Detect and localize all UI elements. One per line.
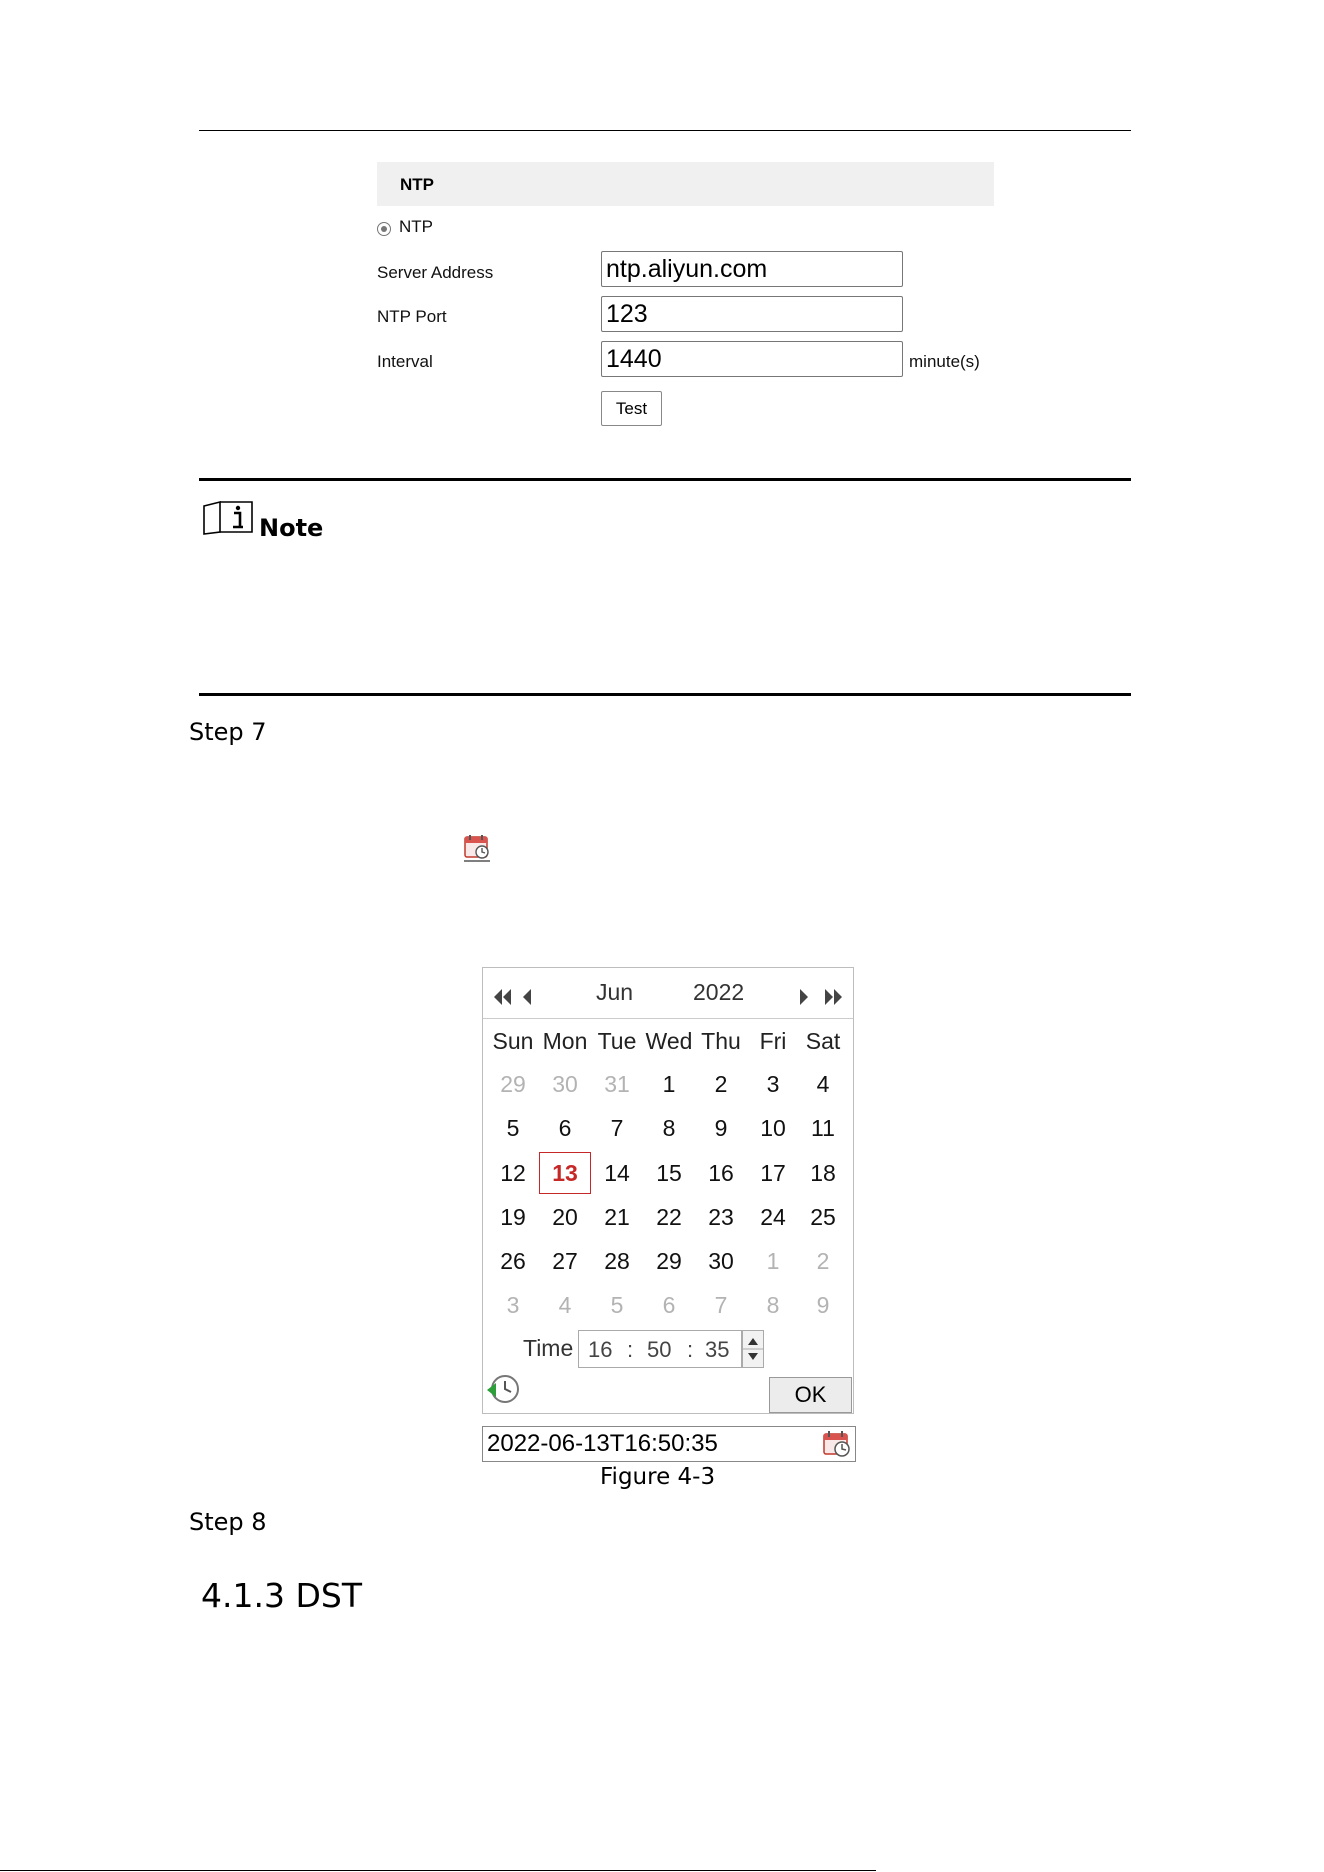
calendar-day[interactable]: 5 [610,1292,624,1318]
weekday-wed: Wed [645,1028,693,1054]
datetime-value: 2022-06-13T16:50:35 [487,1430,718,1457]
calendar-day[interactable]: 5 [506,1115,520,1141]
calendar-day[interactable]: 26 [500,1248,526,1274]
calendar-day[interactable]: 8 [766,1292,780,1318]
today-clock-icon[interactable] [485,1372,521,1413]
calendar-day[interactable]: 3 [766,1071,780,1097]
calendar-day[interactable]: 20 [552,1204,578,1230]
ok-button[interactable]: OK [769,1377,852,1413]
calendar-day[interactable]: 27 [552,1248,578,1274]
note-top-rule [199,478,1131,481]
calendar-day[interactable]: 4 [558,1292,572,1318]
calendar-day[interactable]: 3 [506,1292,520,1318]
note-bottom-rule [199,693,1131,696]
prev-year-icon[interactable] [491,988,515,1011]
spin-down-icon [748,1353,758,1360]
ntp-radio[interactable] [377,222,391,236]
time-minute[interactable]: 50 [647,1337,672,1362]
calendar-day[interactable]: 7 [610,1115,624,1141]
calendar-month[interactable]: Jun [596,979,634,1005]
step-8-label: Step 8 [189,1508,267,1536]
spin-up-icon [748,1338,758,1345]
calendar-day[interactable]: 9 [816,1292,830,1318]
footer-rule [0,1870,876,1871]
test-button[interactable]: Test [601,391,662,426]
calendar-day[interactable]: 31 [604,1071,630,1097]
calendar-day[interactable]: 6 [558,1115,572,1141]
time-second[interactable]: 35 [705,1337,730,1362]
interval-unit: minute(s) [909,352,980,371]
calendar-day[interactable]: 6 [662,1292,676,1318]
weekday-thu: Thu [701,1028,741,1054]
ntp-section-header [377,162,994,206]
ntp-port-label: NTP Port [377,307,447,326]
datetime-input[interactable] [482,1426,856,1462]
calendar-day[interactable]: 17 [760,1160,786,1186]
note-info-icon [202,500,258,541]
weekday-sun: Sun [492,1028,534,1054]
top-rule [199,130,1131,131]
time-separator-1: : [627,1337,634,1362]
calendar-day[interactable]: 22 [656,1204,682,1230]
calendar-day[interactable]: 2 [816,1248,830,1274]
weekday-tue: Tue [597,1028,637,1054]
calendar-day[interactable]: 30 [708,1248,734,1274]
calendar-day[interactable]: 9 [714,1115,728,1141]
calendar-day[interactable]: 19 [500,1204,526,1230]
calendar-day[interactable]: 14 [604,1160,630,1186]
time-label: Time [523,1335,574,1361]
calendar-day[interactable]: 7 [714,1292,728,1318]
calendar-day[interactable]: 25 [810,1204,836,1230]
calendar-day[interactable]: 4 [816,1071,830,1097]
weekday-sat: Sat [805,1028,841,1054]
ntp-radio-label: NTP [399,217,433,236]
calendar-day[interactable]: 28 [604,1248,630,1274]
calendar-day[interactable]: 1 [766,1248,780,1274]
figure-caption: Figure 4-3 [600,1464,716,1490]
next-month-icon[interactable] [797,988,811,1011]
section-heading: 4.1.3 DST [201,1576,362,1615]
calendar-header-divider [483,1018,853,1019]
time-input[interactable] [578,1330,742,1368]
interval-label: Interval [377,352,433,371]
step-7-label: Step 7 [189,718,267,746]
calendar-clock-icon [463,833,491,868]
time-spinner[interactable] [742,1330,764,1368]
calendar-day[interactable]: 15 [656,1160,682,1186]
ntp-port-input[interactable]: 123 [601,296,903,332]
calendar-year[interactable]: 2022 [693,979,745,1005]
prev-month-icon[interactable] [520,988,534,1011]
calendar-day[interactable]: 24 [760,1204,786,1230]
calendar-day[interactable]: 29 [656,1248,682,1274]
server-address-input[interactable]: ntp.aliyun.com [601,251,903,287]
calendar-day[interactable]: 21 [604,1204,630,1230]
calendar-day[interactable]: 8 [662,1115,676,1141]
calendar-day[interactable]: 11 [811,1115,835,1141]
note-label: Note [259,514,324,542]
weekday-mon: Mon [542,1028,588,1054]
time-separator-2: : [687,1337,694,1362]
calendar-day[interactable]: 29 [500,1071,526,1097]
calendar-day[interactable]: 1 [662,1071,676,1097]
weekday-fri: Fri [759,1028,787,1054]
calendar-day[interactable]: 30 [552,1071,578,1097]
calendar-day[interactable]: 12 [500,1160,526,1186]
calendar-day[interactable]: 10 [760,1115,786,1141]
next-year-icon[interactable] [821,988,845,1011]
ntp-section-title: NTP [400,175,434,194]
calendar-day-selected[interactable]: 13 [539,1152,591,1194]
interval-input[interactable]: 1440 [601,341,903,377]
server-address-label: Server Address [377,263,494,282]
calendar-day[interactable]: 16 [708,1160,734,1186]
calendar-day[interactable]: 18 [810,1160,836,1186]
datetime-calendar-icon[interactable] [822,1429,852,1469]
calendar-day[interactable]: 23 [708,1204,734,1230]
calendar-day[interactable]: 2 [714,1071,728,1097]
time-hour[interactable]: 16 [588,1337,613,1362]
date-picker [482,967,854,1414]
